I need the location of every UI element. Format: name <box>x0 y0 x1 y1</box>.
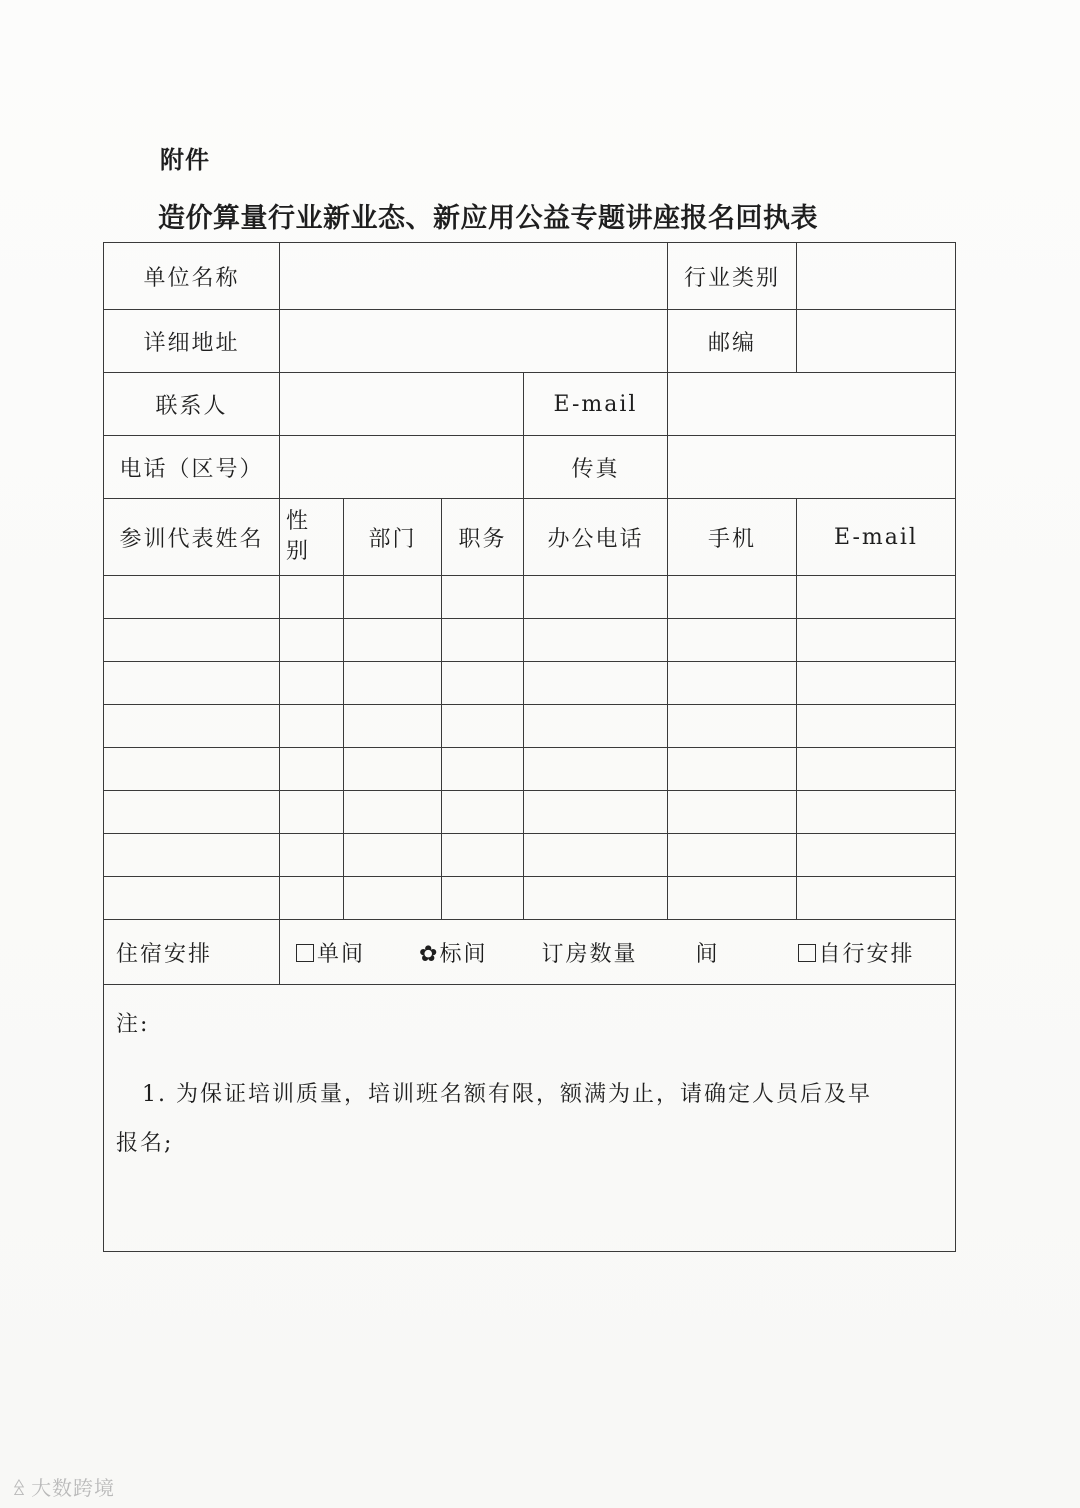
phone-label: 电话（区号） <box>104 436 280 499</box>
attendee-name-cell[interactable] <box>104 748 280 791</box>
attendee-office-phone-cell[interactable] <box>524 662 668 705</box>
notes-line-1-continued: 报名; <box>116 1131 174 1156</box>
lodging-label: 住宿安排 <box>104 920 280 985</box>
postcode-field[interactable] <box>797 310 956 373</box>
self-arrange-checkbox[interactable] <box>798 944 816 962</box>
registration-form-table <box>103 242 956 1252</box>
attendee-row <box>104 791 956 834</box>
attendee-gender-header <box>280 499 344 576</box>
attendee-office-phone-cell[interactable] <box>524 619 668 662</box>
standard-room-flower-icon[interactable]: ✿ <box>419 941 440 967</box>
attendee-office-phone-cell[interactable] <box>524 576 668 619</box>
attendee-name-cell[interactable] <box>104 662 280 705</box>
attendee-office-phone-cell[interactable] <box>524 705 668 748</box>
attendee-department-cell[interactable] <box>344 877 442 920</box>
phone-field[interactable] <box>280 436 524 499</box>
email-field[interactable] <box>668 373 956 436</box>
attendee-email-cell[interactable] <box>797 619 956 662</box>
attendee-mobile-header: 手机 <box>668 499 797 576</box>
attendee-office-phone-header: 办公电话 <box>524 499 668 576</box>
attendee-department-cell[interactable] <box>344 662 442 705</box>
address-field[interactable] <box>280 310 668 373</box>
rooms-unit-label: 间 <box>695 941 720 967</box>
attendee-email-cell[interactable] <box>797 791 956 834</box>
lodging-options <box>280 920 956 985</box>
rooms-count-label: 订房数量 <box>541 941 638 967</box>
notes-line-1: 1. 为保证培训质量，培训班名额有限，额满为止，请确定人员后及早 <box>142 1082 872 1107</box>
attendee-position-cell[interactable] <box>442 748 524 791</box>
attendee-row <box>104 619 956 662</box>
self-arrange-label: 自行安排 <box>818 941 915 967</box>
attendee-position-cell[interactable] <box>442 576 524 619</box>
attendee-gender-cell[interactable] <box>280 619 344 662</box>
attendee-department-cell[interactable] <box>344 748 442 791</box>
attendee-gender-cell[interactable] <box>280 834 344 877</box>
attendee-office-phone-cell[interactable] <box>524 748 668 791</box>
attendee-name-cell[interactable] <box>104 834 280 877</box>
gender-header-line1: 性 <box>286 509 311 534</box>
attendee-email-header: E-mail <box>797 499 956 576</box>
attendee-position-cell[interactable] <box>442 705 524 748</box>
notes-row <box>104 985 956 1252</box>
unit-name-field[interactable] <box>280 243 668 310</box>
watermark-text: 大数跨境 <box>31 1476 116 1500</box>
attendee-mobile-cell[interactable] <box>668 662 797 705</box>
attendee-row <box>104 877 956 920</box>
attendee-name-header: 参训代表姓名 <box>104 499 280 576</box>
attendee-email-cell[interactable] <box>797 877 956 920</box>
attendee-office-phone-cell[interactable] <box>524 791 668 834</box>
attendee-mobile-cell[interactable] <box>668 791 797 834</box>
attendee-office-phone-cell[interactable] <box>524 877 668 920</box>
attendee-department-cell[interactable] <box>344 705 442 748</box>
standard-room-label: 标间 <box>439 941 488 967</box>
attendee-gender-cell[interactable] <box>280 748 344 791</box>
attendee-mobile-cell[interactable] <box>668 705 797 748</box>
attendee-mobile-cell[interactable] <box>668 619 797 662</box>
attendee-mobile-cell[interactable] <box>668 834 797 877</box>
attendee-name-cell[interactable] <box>104 791 280 834</box>
contact-row <box>104 373 956 436</box>
watermark-logo-icon: ꊛ <box>12 1479 28 1500</box>
lodging-row <box>104 920 956 985</box>
attendee-mobile-cell[interactable] <box>668 576 797 619</box>
attendee-position-cell[interactable] <box>442 834 524 877</box>
contact-label: 联系人 <box>104 373 280 436</box>
attendee-row <box>104 662 956 705</box>
attendee-email-cell[interactable] <box>797 834 956 877</box>
notes-heading: 注: <box>116 1012 150 1037</box>
attendee-gender-cell[interactable] <box>280 576 344 619</box>
attendee-gender-cell[interactable] <box>280 662 344 705</box>
attendee-row <box>104 576 956 619</box>
postcode-label: 邮编 <box>668 310 797 373</box>
attendee-department-header: 部门 <box>344 499 442 576</box>
attendee-email-cell[interactable] <box>797 705 956 748</box>
watermark <box>12 1472 115 1501</box>
attendee-row <box>104 705 956 748</box>
attendee-position-cell[interactable] <box>442 791 524 834</box>
attendee-department-cell[interactable] <box>344 791 442 834</box>
attendee-gender-cell[interactable] <box>280 705 344 748</box>
address-row <box>104 310 956 373</box>
attendee-position-cell[interactable] <box>442 877 524 920</box>
industry-label: 行业类别 <box>668 243 797 310</box>
attendee-department-cell[interactable] <box>344 834 442 877</box>
single-room-label: 单间 <box>317 941 366 967</box>
attendee-department-cell[interactable] <box>344 619 442 662</box>
unit-name-label: 单位名称 <box>104 243 280 310</box>
attendee-row <box>104 748 956 791</box>
fax-field[interactable] <box>668 436 956 499</box>
attendee-gender-cell[interactable] <box>280 877 344 920</box>
address-label: 详细地址 <box>104 310 280 373</box>
attendee-gender-cell[interactable] <box>280 791 344 834</box>
attendee-position-cell[interactable] <box>442 662 524 705</box>
unit-row <box>104 243 956 310</box>
attendee-department-cell[interactable] <box>344 576 442 619</box>
attendee-office-phone-cell[interactable] <box>524 834 668 877</box>
attendee-row <box>104 834 956 877</box>
phone-row <box>104 436 956 499</box>
contact-field[interactable] <box>280 373 524 436</box>
attendee-name-cell[interactable] <box>104 576 280 619</box>
attendee-name-cell[interactable] <box>104 619 280 662</box>
attendee-email-cell[interactable] <box>797 662 956 705</box>
attendee-mobile-cell[interactable] <box>668 748 797 791</box>
attachment-label: 附件 <box>160 146 210 174</box>
attendee-rows <box>104 576 956 920</box>
attendee-name-cell[interactable] <box>104 705 280 748</box>
form-title: 造价算量行业新业态、新应用公益专题讲座报名回执表 <box>158 203 818 234</box>
attendee-mobile-cell[interactable] <box>668 877 797 920</box>
notes-cell <box>104 985 956 1252</box>
attendee-position-cell[interactable] <box>442 619 524 662</box>
email-label: E-mail <box>524 373 668 436</box>
attendee-name-cell[interactable] <box>104 877 280 920</box>
attendee-email-cell[interactable] <box>797 748 956 791</box>
attendee-header-row <box>104 499 956 576</box>
single-room-checkbox[interactable] <box>296 944 314 962</box>
fax-label: 传真 <box>524 436 668 499</box>
gender-header-line2: 别 <box>286 539 311 564</box>
industry-field[interactable] <box>797 243 956 310</box>
attendee-email-cell[interactable] <box>797 576 956 619</box>
attendee-position-header: 职务 <box>442 499 524 576</box>
